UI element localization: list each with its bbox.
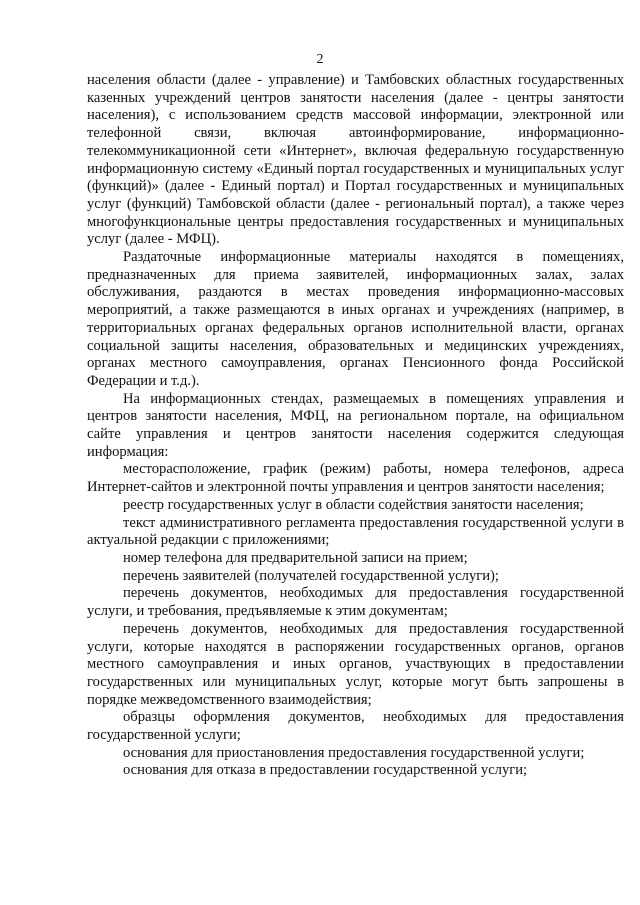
list-item-interagency-documents: перечень документов, необходимых для предоставления государственной услуги, которые находятся в распоряжении государственных органов, органов местного самоуправления и иных органов, участвующих в предоставлении государственных или муниципальных услуг, которые могут быть запрошены в порядке межведомственного взаимодействия;: [87, 620, 624, 708]
list-item-refusal-grounds: основания для отказа в предоставлении государственной услуги;: [123, 762, 528, 779]
list-item-samples: образцы оформления документов, необходимых для предоставления государственной услуги;: [87, 709, 624, 744]
paragraph-handouts: Раздаточные информационные материалы находятся в помещениях, предназначенных для приема заявителей, информационных залах, залах обслуживания, раздаются в местах проведения информационно-массовых мероприятий, а также размещаются в иных органах и учреждениях (например, в территориальных органах федеральных органов исполнительной власти, органах социальной защиты населения, образовательных и медицинских учреждениях, органах местного самоуправления, органах Пенсионного фонда Российской Федерации и т.д.).: [87, 249, 624, 389]
list-item-location: месторасположение, график (режим) работы, номера телефонов, адреса Интернет-сайтов и электронной почты управления и центров занятости населения;: [87, 461, 624, 496]
list-item-phone: номер телефона для предварительной записи на прием;: [123, 549, 468, 566]
list-item-documents: перечень документов, необходимых для предоставления государственной услуги, и требования, предъявляемые к этим документам;: [87, 585, 624, 620]
list-item-registry: реестр государственных услуг в области содействия занятости населения;: [123, 496, 584, 513]
list-item-suspension-grounds: основания для приостановления предоставления государственной услуги;: [123, 744, 585, 761]
list-item-regulation-text: текст административного регламента предоставления государственной услуги в актуальной редакции с приложениями;: [87, 514, 624, 549]
document-body: [87, 72, 624, 780]
paragraph-continuation: населения области (далее - управление) и Тамбовских областных государственных казенных учреждений центров занятости населения (далее - центры занятости населения), с использованием средств массовой информации, электронной или телефонной связи, включая автоинформирование, информационно-телекоммуникационной сети «Интернет», включая федеральную государственную информационную систему «Единый портал государственных и муниципальных услуг (функций)» (далее - Единый портал) и Портал государственных и муниципальных услуг (функций) Тамбовской области (далее - региональный портал), а также через многофункциональные центры предоставления государственных и муниципальных услуг (далее - МФЦ).: [87, 72, 624, 248]
paragraph-info-stands: На информационных стендах, размещаемых в помещениях управления и центров занятости населения, МФЦ, на региональном портале, на официальном сайте управления и центров занятости населения содержится следующая информация:: [87, 390, 624, 460]
page-number: 2: [316, 52, 324, 67]
list-item-applicants: перечень заявителей (получателей государственной услуги);: [123, 567, 499, 584]
